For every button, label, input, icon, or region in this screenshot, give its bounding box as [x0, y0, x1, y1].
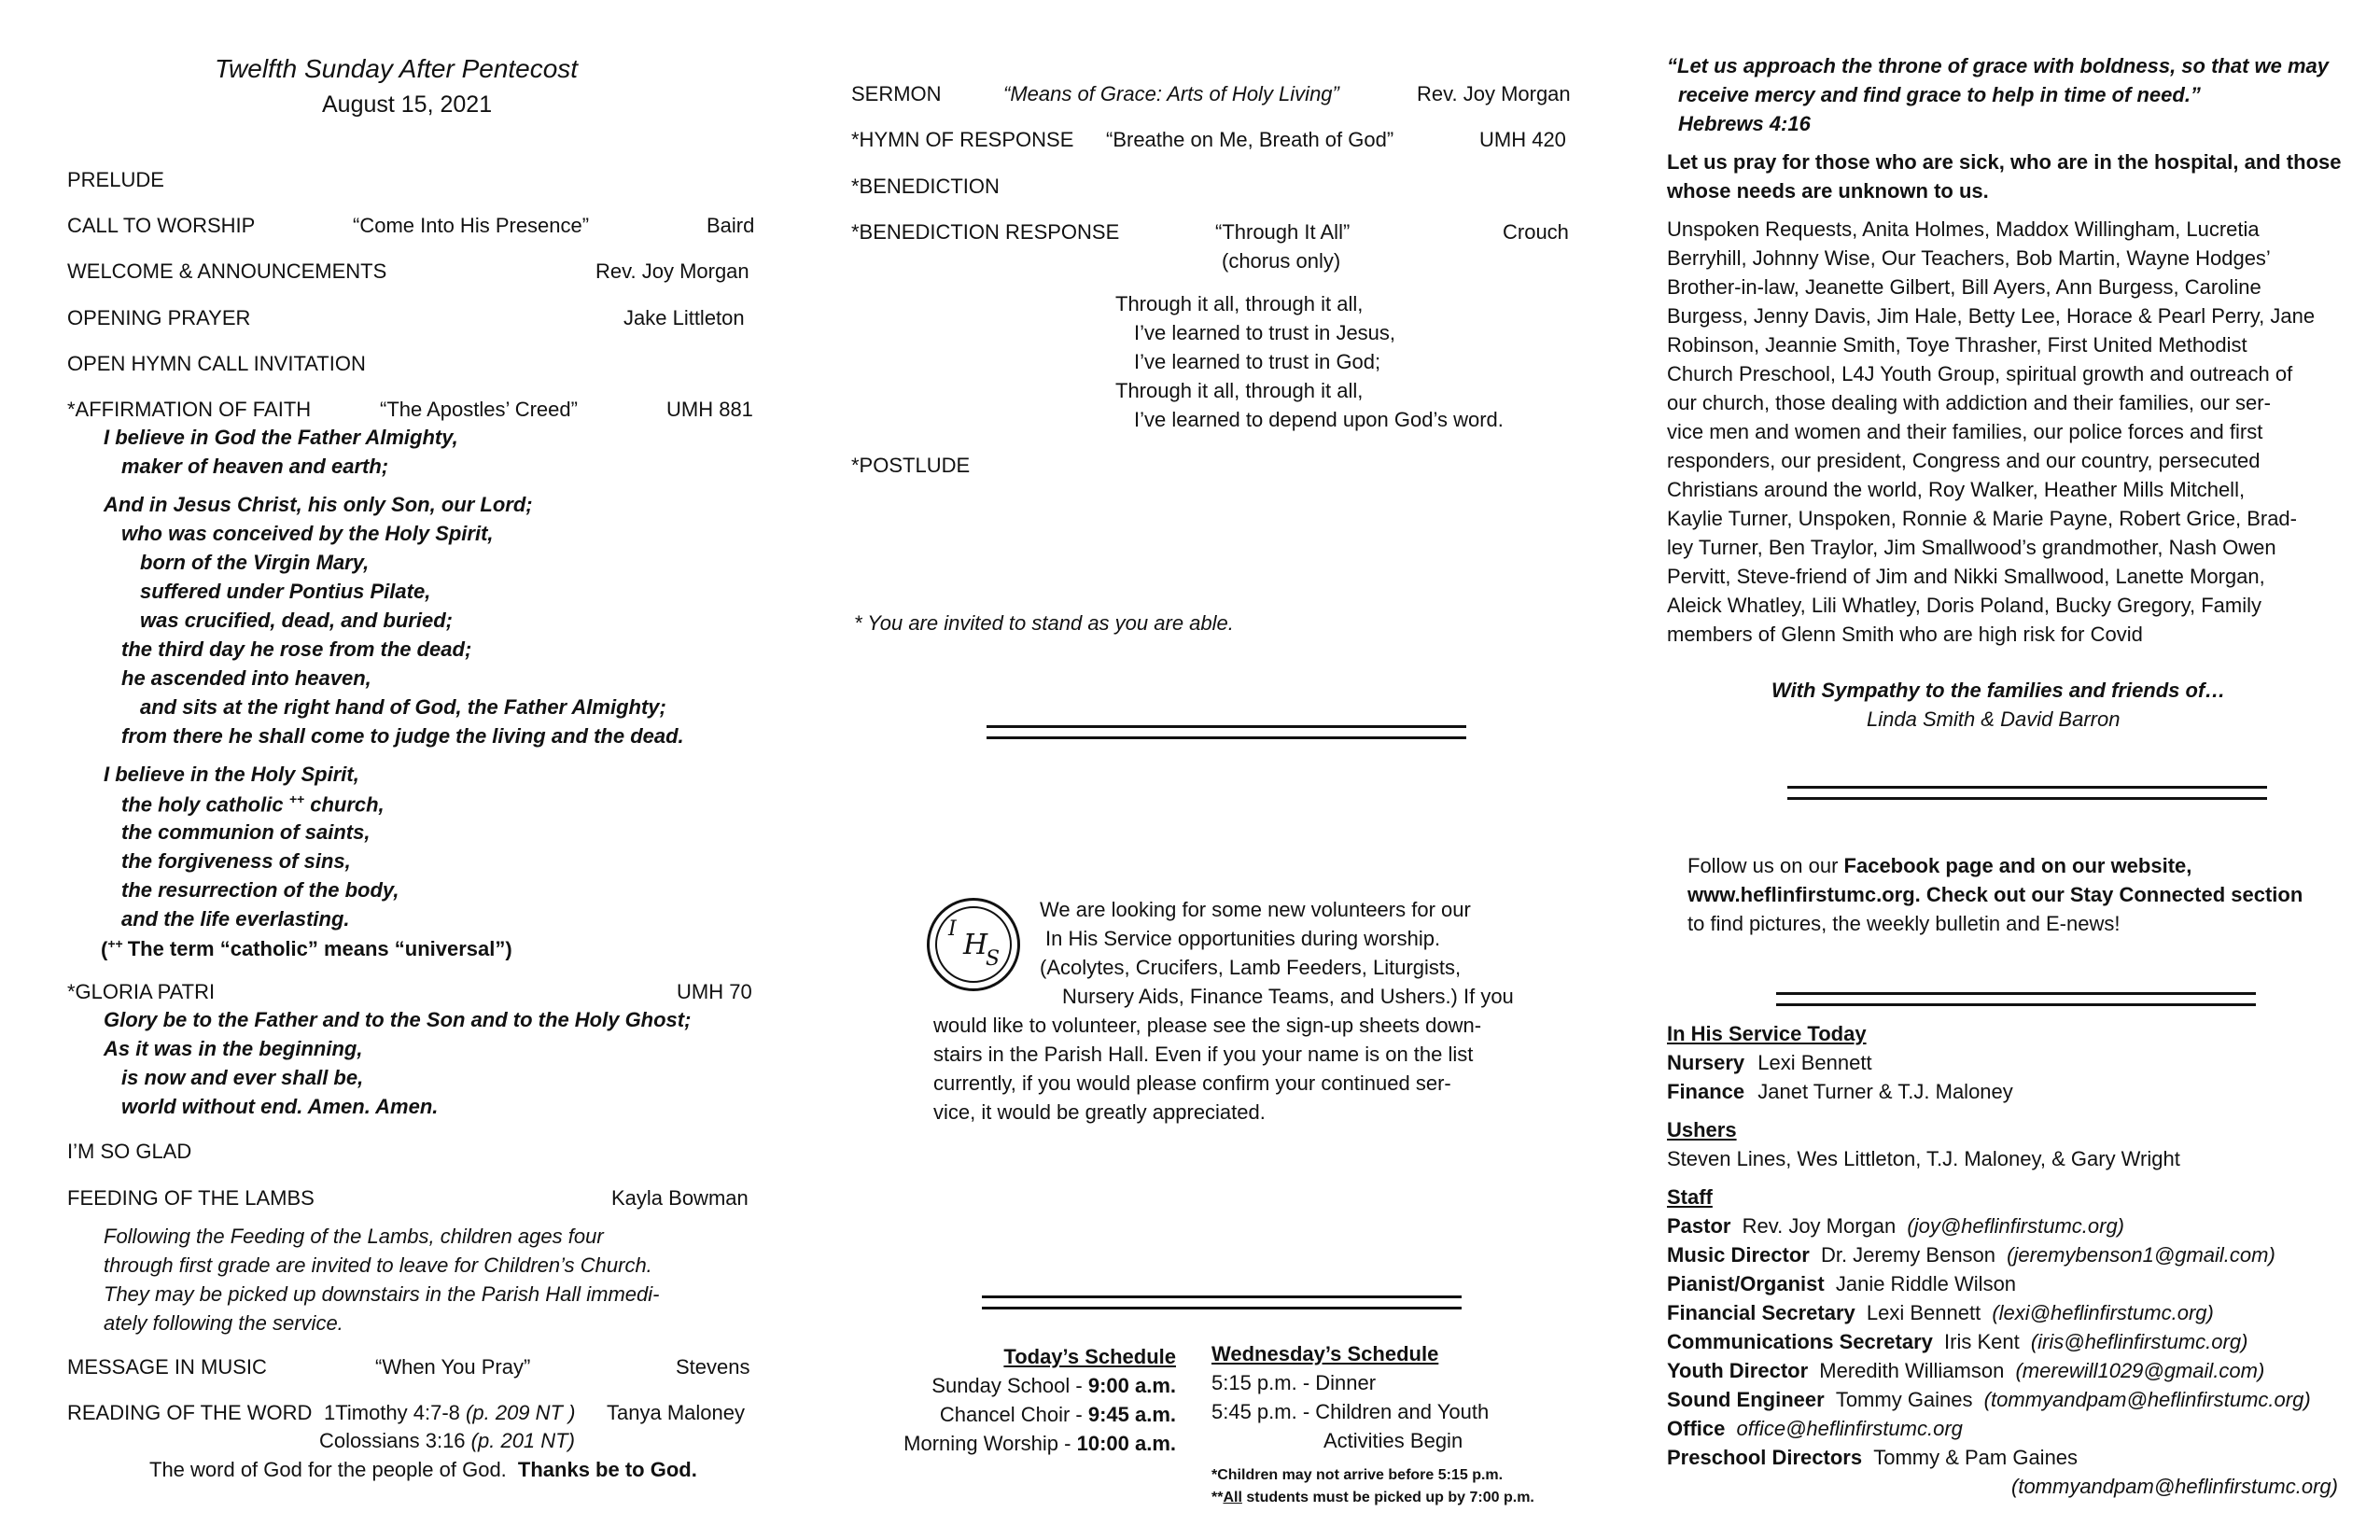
- prayer-heading-line: whose needs are unknown to us.: [1667, 179, 1989, 203]
- verse-citation: Hebrews 4:16: [1678, 112, 1811, 135]
- chorus-line: I’ve learned to trust in Jesus,: [1134, 321, 1396, 344]
- note-emphasis: All: [1223, 1490, 1242, 1505]
- staff-role: Sound Engineer: [1667, 1388, 1825, 1411]
- postlude-item: *POSTLUDE: [851, 454, 971, 477]
- sermon-title: “Means of Grace: Arts of Holy Living”: [1003, 82, 1339, 105]
- wednesday-note: *Children may not arrive before 5:15 p.m.: [1211, 1467, 1504, 1483]
- benediction-response-label: *BENEDICTION RESPONSE: [851, 220, 1120, 244]
- volunteer-line: stairs in the Parish Hall. Even if you your name is on the list: [933, 1043, 1474, 1066]
- section-divider: [1776, 992, 2256, 1006]
- schedule-row: Activities Begin: [1323, 1429, 1463, 1452]
- staff-email[interactable]: (iris@heflinfirstumc.org): [2030, 1330, 2248, 1353]
- response-answer: Thanks be to God.: [517, 1458, 697, 1481]
- sympathy-heading: With Sympathy to the families and friends of…: [1771, 679, 2226, 702]
- gloria-line: is now and ever shall be,: [121, 1066, 364, 1089]
- staff-email[interactable]: office@heflinfirstumc.org: [1736, 1417, 1963, 1440]
- page-title: Twelfth Sunday After Pentecost: [215, 54, 579, 83]
- prayer-list-line: members of Glenn Smith who are high risk for Covid: [1667, 623, 2143, 646]
- follow-emphasis: Facebook page and on our website,: [1843, 854, 2192, 877]
- schedule-row: [868, 1400, 1176, 1429]
- logo-letter: I: [948, 917, 957, 941]
- message-in-music-label: MESSAGE IN MUSIC: [67, 1355, 267, 1379]
- opening-prayer-leader: Jake Littleton: [623, 306, 745, 329]
- staff-row: [1667, 1446, 2078, 1470]
- staff-email[interactable]: (jeremybenson1@gmail.com): [2007, 1243, 2275, 1267]
- scripture-ref: Colossians 3:16: [319, 1429, 466, 1452]
- wednesday-note: [1211, 1490, 1534, 1506]
- section-divider: [982, 1295, 1462, 1309]
- in-his-service-heading: In His Service Today: [1667, 1022, 1867, 1045]
- creed-line: he ascended into heaven,: [121, 666, 371, 690]
- service-row: [1667, 1080, 2013, 1104]
- service-role: Finance: [1667, 1080, 1745, 1103]
- verse-line: receive mercy and find grace to help in time of need.”: [1678, 83, 2201, 106]
- gloria-hymnal-ref: UMH 70: [677, 980, 752, 1003]
- affirmation-hymnal-ref: UMH 881: [666, 398, 753, 421]
- section-divider: [987, 725, 1466, 739]
- feeding-label: FEEDING OF THE LAMBS: [67, 1186, 315, 1210]
- feeding-note-line: Following the Feeding of the Lambs, children ages four: [104, 1225, 604, 1248]
- staff-role: Communications Secretary: [1667, 1330, 1933, 1353]
- follow-line: [1687, 854, 2191, 878]
- prayer-list-line: our church, those dealing with addiction and their families, our ser-: [1667, 391, 2271, 414]
- hymn-response-piece: “Breathe on Me, Breath of God”: [1106, 128, 1394, 151]
- staff-row: [1667, 1330, 2247, 1354]
- prayer-list-line: Unspoken Requests, Anita Holmes, Maddox Willingham, Lucretia: [1667, 217, 2260, 241]
- welcome-leader: Rev. Joy Morgan: [595, 259, 749, 283]
- staff-row: [1667, 1301, 2214, 1325]
- gloria-line: As it was in the beginning,: [104, 1037, 363, 1060]
- volunteer-line: would like to volunteer, please see the sign-up sheets down-: [933, 1014, 1482, 1037]
- feeding-note-line: through first grade are invited to leave for Children’s Church.: [104, 1253, 652, 1277]
- stand-note: * You are invited to stand as you are able.: [854, 611, 1234, 635]
- catholic-footnote: [101, 936, 512, 961]
- prelude-item: PRELUDE: [67, 168, 164, 191]
- prayer-list-line: Robinson, Jeannie Smith, Toye Thrasher, First United Methodist: [1667, 333, 2247, 357]
- staff-name: Iris Kent: [1944, 1330, 2020, 1353]
- prayer-list-line: ley Turner, Ben Traylor, Jim Smallwood’s grandmother, Nash Owen: [1667, 536, 2276, 559]
- gloria-line: Glory be to the Father and to the Son and to the Holy Ghost;: [104, 1008, 692, 1031]
- schedule-event: Chancel Choir -: [939, 1403, 1088, 1426]
- schedule-row: 5:45 p.m. - Children and Youth: [1211, 1400, 1490, 1423]
- volunteer-line: currently, if you would please confirm your continued ser-: [933, 1071, 1451, 1095]
- note-text: students must be picked up by 7:00 p.m.: [1241, 1490, 1534, 1505]
- prayer-list-line: Christians around the world, Roy Walker, Heather Mills Mitchell,: [1667, 478, 2246, 501]
- volunteer-line: (Acolytes, Crucifers, Lamb Feeders, Liturgists,: [1040, 956, 1462, 979]
- open-hymn-label: OPEN HYMN CALL INVITATION: [67, 352, 366, 375]
- staff-row: [1667, 1272, 2016, 1296]
- chorus-line: I’ve learned to trust in God;: [1134, 350, 1381, 373]
- creed-line: maker of heaven and earth;: [121, 455, 389, 478]
- logo-letter: H: [963, 929, 988, 961]
- staff-role: Music Director: [1667, 1243, 1810, 1267]
- creed-line: the forgiveness of sins,: [121, 849, 351, 873]
- schedule-event: Sunday School -: [931, 1374, 1088, 1397]
- word-of-god-response: [149, 1458, 697, 1482]
- staff-role: Preschool Directors: [1667, 1446, 1863, 1469]
- call-to-worship-label: CALL TO WORSHIP: [67, 214, 256, 237]
- volunteer-line: We are looking for some new volunteers for our: [1040, 898, 1471, 921]
- staff-row: [1667, 1388, 2311, 1412]
- im-so-glad-item: I’M SO GLAD: [67, 1140, 192, 1163]
- website-link[interactable]: www.heflinfirstumc.org. Check out our Stay Connected section: [1687, 883, 2303, 906]
- creed-line: suffered under Pontius Pilate,: [140, 580, 431, 603]
- staff-email[interactable]: (tommyandpam@heflinfirstumc.org): [1983, 1388, 2311, 1411]
- schedule-row: 5:15 p.m. - Dinner: [1211, 1371, 1377, 1394]
- gloria-line: world without end. Amen. Amen.: [121, 1095, 439, 1118]
- benediction-response-piece: “Through It All”: [1215, 220, 1351, 244]
- staff-row: [1667, 1359, 2264, 1383]
- staff-role: Pianist/Organist: [1667, 1272, 1825, 1295]
- benediction-response-composer: Crouch: [1503, 220, 1569, 244]
- footnote-mark: ++: [288, 791, 305, 806]
- creed-text: church,: [310, 792, 385, 817]
- feeding-note-line: ately following the service.: [104, 1311, 343, 1335]
- staff-row: [1667, 1214, 2124, 1239]
- staff-name: Dr. Jeremy Benson: [1820, 1243, 1996, 1267]
- creed-line: and the life everlasting.: [121, 907, 350, 931]
- gloria-label: *GLORIA PATRI: [67, 980, 216, 1003]
- prayer-list-line: Aleick Whatley, Lili Whatley, Doris Poland, Bucky Gregory, Family: [1667, 594, 2261, 617]
- chorus-line: Through it all, through it all,: [1115, 379, 1364, 402]
- creed-text: the holy catholic: [121, 792, 284, 817]
- staff-name: Tommy Gaines: [1835, 1388, 1973, 1411]
- verse-line: “Let us approach the throne of grace with boldness, so that we may: [1667, 54, 2330, 77]
- creed-line: born of the Virgin Mary,: [140, 551, 370, 574]
- affirmation-label: *AFFIRMATION OF FAITH: [67, 398, 312, 421]
- note-mark: **: [1211, 1490, 1224, 1505]
- benediction-response-note: (chorus only): [1222, 249, 1341, 273]
- creed-line: the communion of saints,: [121, 820, 371, 844]
- feeding-note-line: They may be picked up downstairs in the Parish Hall immedi-: [104, 1282, 660, 1306]
- chorus-line: I’ve learned to depend upon God’s word.: [1134, 408, 1504, 431]
- scripture-page: (p. 209 NT ): [466, 1401, 576, 1424]
- call-to-worship-piece: “Come Into His Presence”: [353, 214, 590, 237]
- service-date: August 15, 2021: [322, 91, 493, 118]
- staff-role: Pastor: [1667, 1214, 1731, 1238]
- creed-line: and sits at the right hand of God, the Father Almighty;: [140, 695, 666, 719]
- staff-heading: Staff: [1667, 1185, 1713, 1209]
- staff-name: Meredith Williamson: [1819, 1359, 2005, 1382]
- staff-row: [1667, 1243, 2275, 1267]
- volunteer-line: In His Service opportunities during worship.: [1045, 927, 1441, 950]
- follow-line: to find pictures, the weekly bulletin and E-news!: [1687, 912, 2121, 935]
- schedule-time: 9:00 a.m.: [1087, 1374, 1176, 1397]
- staff-row: [1667, 1417, 1963, 1441]
- sermon-preacher: Rev. Joy Morgan: [1417, 82, 1571, 105]
- footnote-text: The term “catholic” means “universal”: [127, 937, 506, 961]
- todays-schedule: [868, 1342, 1176, 1458]
- staff-name: Rev. Joy Morgan: [1742, 1214, 1897, 1238]
- creed-line: I believe in God the Father Almighty,: [104, 426, 458, 449]
- creed-line: I believe in the Holy Spirit,: [104, 763, 359, 786]
- section-divider: [1787, 786, 2267, 800]
- creed-line: [121, 791, 385, 817]
- footnote-mark: ++: [107, 936, 123, 951]
- staff-name: Lexi Bennett: [1866, 1301, 1981, 1324]
- staff-role: Financial Secretary: [1667, 1301, 1855, 1324]
- volunteer-line: vice, it would be greatly appreciated.: [933, 1100, 1266, 1124]
- reading-ref-2: [319, 1429, 575, 1453]
- logo-letter: S: [986, 947, 1001, 971]
- wednesday-schedule-heading: Wednesday’s Schedule: [1211, 1342, 1439, 1365]
- staff-name: Tommy & Pam Gaines: [1873, 1446, 2079, 1469]
- schedule-time: 9:45 a.m.: [1087, 1403, 1176, 1426]
- hymn-response-label: *HYMN OF RESPONSE: [851, 128, 1074, 151]
- schedule-time: 10:00 a.m.: [1076, 1432, 1176, 1455]
- service-name: Lexi Bennett: [1757, 1051, 1872, 1074]
- creed-line: And in Jesus Christ, his only Son, our Lord;: [104, 493, 533, 516]
- paren: ): [505, 937, 512, 961]
- prayer-heading-line: Let us pray for those who are sick, who are in the hospital, and those: [1667, 150, 2342, 174]
- prayer-list-line: vice men and women and their families, our police forces and first: [1667, 420, 2263, 443]
- reading-label: READING OF THE WORD: [67, 1401, 313, 1424]
- scripture-page: (p. 201 NT): [470, 1429, 575, 1452]
- reading-ref-1: [324, 1401, 575, 1425]
- chorus-line: Through it all, through it all,: [1115, 292, 1364, 315]
- prayer-list-line: Kaylie Turner, Unspoken, Ronnie & Marie Payne, Robert Grice, Brad-: [1667, 507, 2297, 530]
- todays-schedule-heading: Today’s Schedule: [1003, 1345, 1176, 1368]
- staff-email[interactable]: (merewill1029@gmail.com): [2015, 1359, 2265, 1382]
- prayer-list-line: Brother-in-law, Jeanette Gilbert, Bill Ayers, Ann Burgess, Caroline: [1667, 275, 2261, 299]
- message-in-music-composer: Stevens: [676, 1355, 750, 1379]
- creed-line: the resurrection of the body,: [121, 878, 399, 902]
- message-in-music-piece: “When You Pray”: [375, 1355, 531, 1379]
- sermon-label: SERMON: [851, 82, 942, 105]
- welcome-label: WELCOME & ANNOUNCEMENTS: [67, 259, 387, 283]
- opening-prayer-label: OPENING PRAYER: [67, 306, 251, 329]
- staff-email[interactable]: (tommyandpam@heflinfirstumc.org): [2011, 1475, 2338, 1498]
- staff-name: Janie Riddle Wilson: [1835, 1272, 2017, 1295]
- service-role: Nursery: [1667, 1051, 1745, 1074]
- creed-line: was crucified, dead, and buried;: [140, 609, 453, 632]
- schedule-event: Morning Worship -: [903, 1432, 1077, 1455]
- feeding-leader: Kayla Bowman: [611, 1186, 749, 1210]
- response-call: The word of God for the people of God.: [149, 1458, 507, 1481]
- follow-text: Follow us on our: [1687, 854, 1844, 877]
- creed-line: who was conceived by the Holy Spirit,: [121, 522, 494, 545]
- in-his-service-logo: [927, 898, 1020, 991]
- hymn-response-ref: UMH 420: [1479, 128, 1566, 151]
- service-name: Janet Turner & T.J. Maloney: [1757, 1080, 2013, 1103]
- creed-line: from there he shall come to judge the living and the dead.: [121, 724, 684, 748]
- volunteer-line: Nursery Aids, Finance Teams, and Ushers.) If you: [1062, 985, 1514, 1008]
- staff-email[interactable]: (lexi@heflinfirstumc.org): [1992, 1301, 2214, 1324]
- affirmation-piece: “The Apostles’ Creed”: [380, 398, 578, 421]
- scripture-ref: 1Timothy 4:7-8: [324, 1401, 460, 1424]
- staff-role: Office: [1667, 1417, 1726, 1440]
- ushers-heading: Ushers: [1667, 1118, 1737, 1141]
- creed-line: the third day he rose from the dead;: [121, 637, 472, 661]
- sympathy-names: Linda Smith & David Barron: [1867, 707, 2121, 731]
- service-row: [1667, 1051, 1872, 1075]
- benediction-item: *BENEDICTION: [851, 175, 1000, 198]
- ushers-list: Steven Lines, Wes Littleton, T.J. Maloney, & Gary Wright: [1667, 1147, 2180, 1170]
- call-to-worship-composer: Baird: [707, 214, 755, 237]
- prayer-list-line: Pervitt, Steve-friend of Jim and Nikki Smallwood, Lanette Morgan,: [1667, 565, 2265, 588]
- schedule-row: [868, 1371, 1176, 1400]
- schedule-row: [868, 1429, 1176, 1458]
- staff-email[interactable]: (joy@heflinfirstumc.org): [1907, 1214, 2125, 1238]
- prayer-list-line: Church Preschool, L4J Youth Group, spiritual growth and outreach of: [1667, 362, 2293, 385]
- paren: (: [101, 937, 108, 961]
- staff-role: Youth Director: [1667, 1359, 1809, 1382]
- reading-reader: Tanya Maloney: [607, 1401, 745, 1424]
- prayer-list-line: Burgess, Jenny Davis, Jim Hale, Betty Lee, Horace & Pearl Perry, Jane: [1667, 304, 2316, 328]
- prayer-list-line: responders, our president, Congress and our country, persecuted: [1667, 449, 2261, 472]
- prayer-list-line: Berryhill, Johnny Wise, Our Teachers, Bob Martin, Wayne Hodges’: [1667, 246, 2271, 270]
